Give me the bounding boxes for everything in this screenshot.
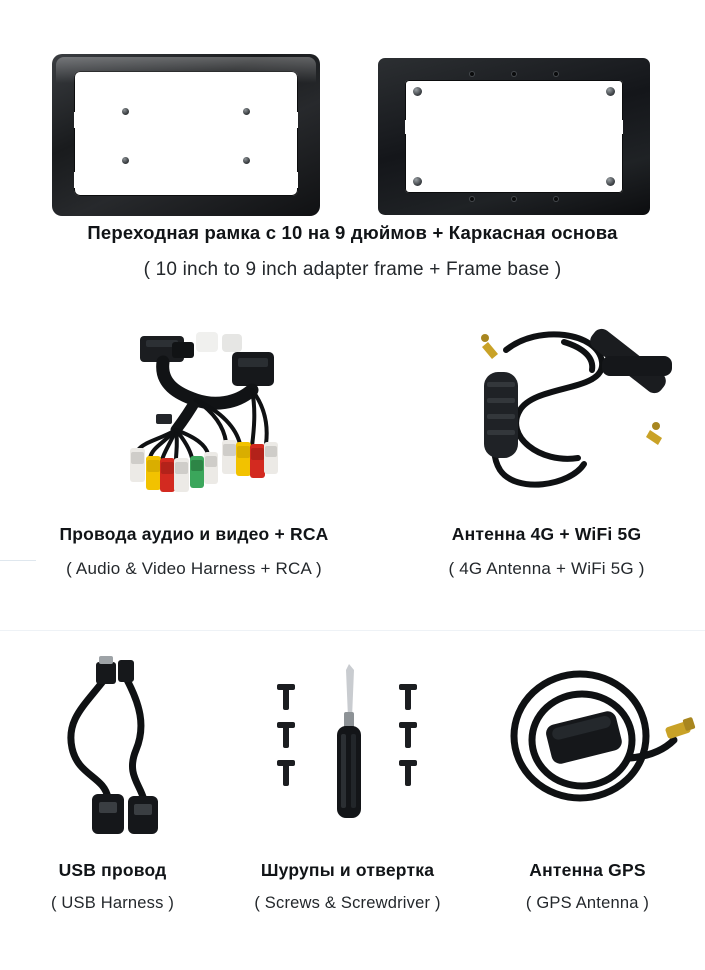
antenna-illustration (388, 318, 705, 503)
screw-hole-icon (243, 108, 250, 115)
frame-base-photo (378, 58, 650, 215)
gloss-highlight (56, 57, 316, 83)
screw-hole-icon (413, 87, 422, 96)
screw-hole-icon (413, 177, 422, 186)
frame-tab (289, 112, 298, 128)
mount-hole-icon (512, 197, 516, 201)
caption-en-usb-harness: ( USB Harness ) (50, 894, 175, 912)
mount-hole-icon (470, 197, 474, 201)
gps-antenna-photo (470, 648, 705, 838)
mount-hole-icon (554, 197, 558, 201)
row-harness-antenna (0, 318, 705, 618)
scan-hairline (0, 630, 705, 631)
mount-hole-icon (554, 72, 558, 76)
screws-screwdriver-photo (225, 648, 470, 838)
screw-hole-icon (606, 177, 615, 186)
adapter-frame-photo (52, 54, 320, 216)
cell-screws-screwdriver (225, 648, 470, 938)
scan-hairline (0, 560, 36, 561)
caption-ru-adapter-frame: Переходная рамка с 10 на 9 дюймов + Каркасная основа (87, 222, 618, 243)
screwdriver-illustration (225, 648, 470, 838)
frame-tab (405, 120, 413, 134)
4g-antenna-photo (388, 318, 705, 503)
mount-hole-icon (470, 72, 474, 76)
frame-tab (74, 172, 83, 188)
caption-en-antenna-4g-wifi: ( 4G Antenna + WiFi 5G ) (448, 559, 645, 578)
screw-hole-icon (606, 87, 615, 96)
row-usb-screws-gps (0, 648, 705, 938)
screw-hole-icon (122, 157, 129, 164)
usb-cable-photo (0, 648, 225, 838)
cell-usb-harness (0, 648, 225, 938)
cell-antenna-4g-wifi (388, 318, 705, 618)
frame-tab (289, 172, 298, 188)
screw-hole-icon (122, 108, 129, 115)
screw-hole-icon (243, 157, 250, 164)
caption-ru-screws-screwdriver: Шурупы и отвертка (260, 860, 435, 880)
caption-en-adapter-frame: ( 10 inch to 9 inch adapter frame + Frame base ) (143, 259, 562, 280)
frame-tab (74, 112, 83, 128)
caption-en-gps-antenna: ( GPS Antenna ) (525, 894, 650, 912)
wiring-harness-photo (0, 318, 388, 503)
frame-tab (615, 120, 623, 134)
usb-illustration (0, 648, 225, 838)
caption-ru-gps-antenna: Антенна GPS (529, 860, 646, 880)
row-adapter-frame (0, 0, 705, 305)
harness-illustration (0, 318, 388, 503)
caption-ru-usb-harness: USB провод (58, 860, 167, 880)
caption-en-screws-screwdriver: ( Screws & Screwdriver ) (254, 894, 441, 912)
mount-hole-icon (512, 72, 516, 76)
gps-illustration (470, 648, 705, 838)
cell-gps-antenna (470, 648, 705, 938)
adapter-frame-photo-group (0, 22, 705, 197)
caption-en-audio-video-harness: ( Audio & Video Harness + RCA ) (66, 559, 322, 578)
caption-ru-antenna-4g-wifi: Антенна 4G + WiFi 5G (451, 524, 642, 544)
caption-ru-audio-video-harness: Провода аудио и видео + RCA (59, 524, 329, 544)
cell-audio-video-harness (0, 318, 388, 618)
